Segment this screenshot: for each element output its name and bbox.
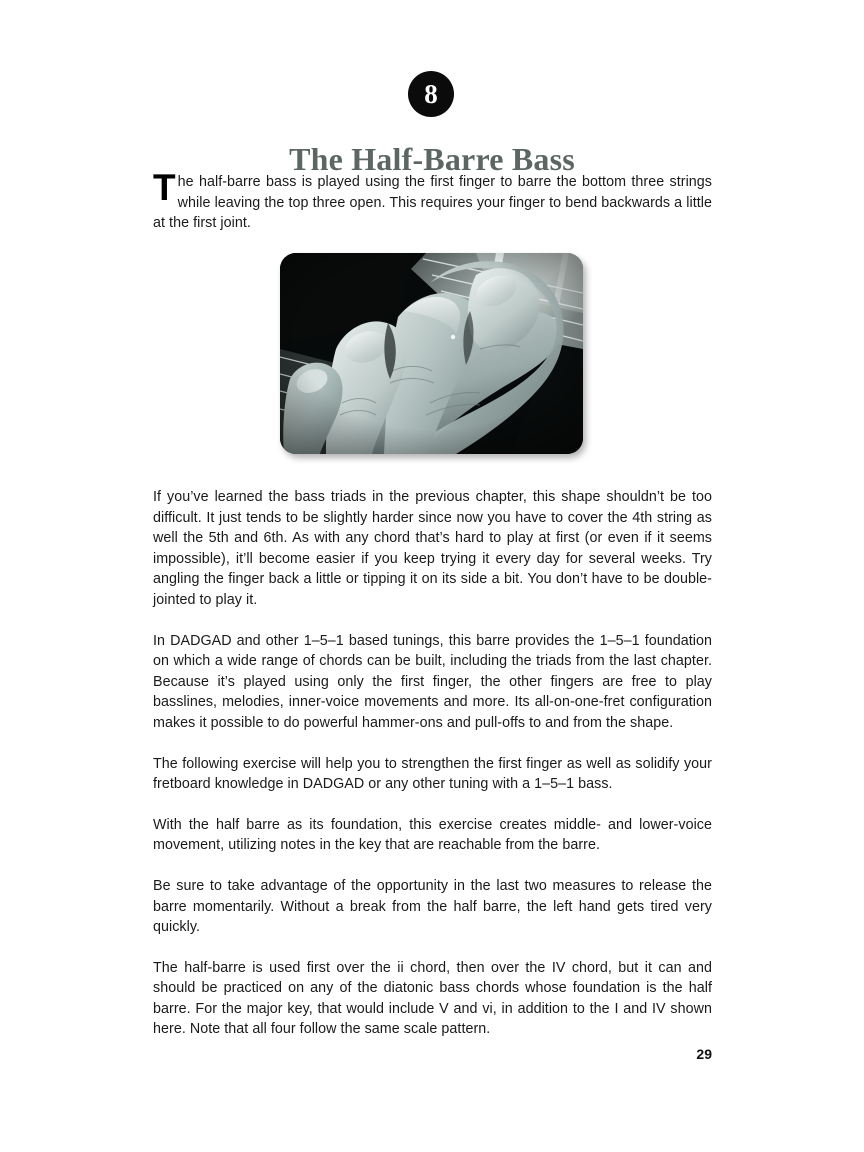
body-paragraph-5: Be sure to take advantage of the opportunity in the last two measures to release the barre momentarily. Without a break from the half barre, the left hand gets tired very quickly.: [153, 877, 712, 936]
intro-paragraph: [153, 167, 712, 234]
body-paragraph-1: If you’ve learned the bass triads in the previous chapter, this shape shouldn’t be too difficult. It just tends to be slightly harder since now you have to cover the 4th string as well the 5th and 6th. As with any chord that’s hard to play at first (or even if it seems impossible), it’ll become easier if you keep trying it every day for several weeks. Try angling the finger back a little or tipping it on its side a bit. You don’t have to be double-jointed to play it.: [153, 489, 712, 608]
chapter-number-badge: 8: [408, 71, 454, 117]
body-paragraph-3: The following exercise will help you to strengthen the first finger as well as solidify your fretboard knowledge in DADGAD or any other tuning with a 1–5–1 bass.: [153, 755, 712, 793]
body-paragraph-6: The half-barre is used first over the ii chord, then over the IV chord, but it can and should be practiced on any of the diatonic bass chords whose foundation is the half barre. For the major key, that would include V and vi, in addition to the I and IV shown here. Note that all four follow the same scale pattern.: [153, 959, 712, 1038]
intro-paragraph-text: he half-barre bass is played using the first finger to barre the bottom three strings while leaving the top three open. This requires your finger to bend backwards a little at the first joint.: [153, 174, 712, 232]
body-text-column: [153, 487, 712, 1040]
body-paragraph-4: With the half barre as its foundation, this exercise creates middle- and lower-voice movement, utilizing notes in the key that are reachable from the barre.: [153, 816, 712, 854]
page-number: 29: [696, 1046, 712, 1062]
body-paragraph-2: In DADGAD and other 1–5–1 based tunings, this barre provides the 1–5–1 foundation on which a wide range of chords can be built, including the triads from the last chapter. Because it’s played using only the first finger, the other fingers are free to play basslines, melodies, inner-voice movements and more. Its all-on-one-fret configuration makes it possible to do powerful hammer-ons and pull-offs to and from the shape.: [153, 632, 712, 731]
drop-cap: T: [153, 167, 176, 208]
intro-text-column: [153, 167, 712, 234]
page-title: The Half-Barre Bass: [289, 141, 575, 178]
half-barre-photo: [280, 253, 583, 454]
half-barre-photo-image: [280, 253, 583, 454]
